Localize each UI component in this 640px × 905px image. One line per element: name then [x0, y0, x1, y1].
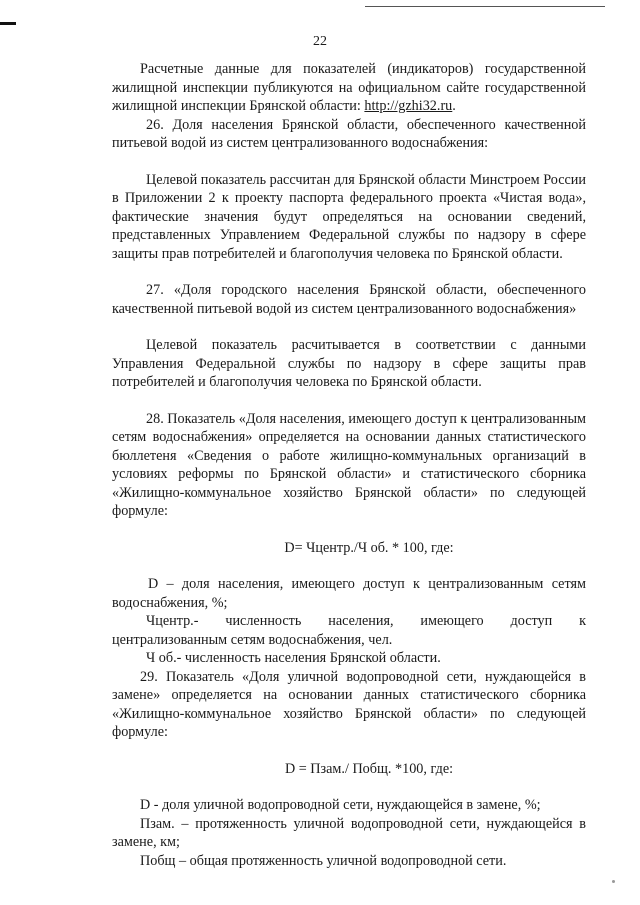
paragraph-publication [112, 60, 586, 116]
paragraph-item-29: 29. Показатель «Доля уличной водопроводной сети, нуждающейся в замене» определяется на основании данных статистического сборника «Жилищно-коммунальное хозяйство Брянской области» по следующей формуле: [112, 668, 586, 740]
paragraph-text-end: . [452, 98, 456, 114]
scan-speck [612, 880, 615, 883]
definition-pobshch: Побщ – общая протяженность уличной водопроводной сети. [140, 852, 507, 869]
formula-29: D = Пзам./ Побщ. *100, где: [284, 760, 454, 777]
paragraph-text: Расчетные данные для показателей (индикаторов) государственной жилищной инспекции публикуются на официальном сайте государственной жилищной инспекции Брянской области: [112, 61, 586, 114]
definition-pzam: Пзам. – протяженность уличной водопроводной сети, нуждающейся в замене, км; [112, 815, 586, 850]
paragraph-item-26: 26. Доля населения Брянской области, обеспеченного качественной питьевой водой из систем централизованного водоснабжения: [112, 116, 586, 151]
top-rule [365, 6, 605, 7]
formula-28: D= Чцентр./Ч об. * 100, где: [284, 539, 454, 556]
margin-mark [0, 22, 16, 25]
paragraph-target-indicator-27: Целевой показатель расчитывается в соответствии с данными Управления Федеральной службы по надзору в сфере защиты прав потребителей и благополучия человека по Брянской области. [112, 337, 586, 390]
definition-d-28: D – доля населения, имеющего доступ к централизованным сетям водоснабжения, %; [112, 576, 586, 611]
definition-chcentr: Чцентр.- численность населения, имеющего доступ к централизованным сетям водоснабжения, чел. [112, 613, 586, 648]
website-link[interactable]: http://gzhi32.ru [364, 98, 453, 114]
paragraph-target-indicator: Целевой показатель рассчитан для Брянской области Минстроем России в Приложении 2 к проекту паспорта федерального проекта «Чистая вода», фактические значения будут определяться на основании сведений, представленных Управлением Федеральной службы по надзору в сфере защиты прав потребителей и благополучия человека по Брянской области. [112, 171, 586, 262]
definition-d-29: D - доля уличной водопроводной сети, нуждающейся в замене, %; [140, 797, 541, 813]
page-number: 22 [313, 34, 327, 49]
paragraph-item-27: 27. «Доля городского населения Брянской области, обеспеченного качественной питьевой водой из систем централизованного водоснабжения» [112, 282, 586, 317]
definition-chob: Ч об.- численность населения Брянской области. [146, 650, 441, 666]
paragraph-item-28: 28. Показатель «Доля населения, имеющего доступ к централизованным сетям водоснабжения» определяется на основании данных статистического бюллетеня «Сведения о работе жилищно-коммунальных организаций в условиях реформы по Брянской области» и статистического сборника «Жилищно-коммунальное хозяйство Брянской области» по следующей формуле: [112, 410, 586, 519]
document-body [112, 60, 586, 870]
